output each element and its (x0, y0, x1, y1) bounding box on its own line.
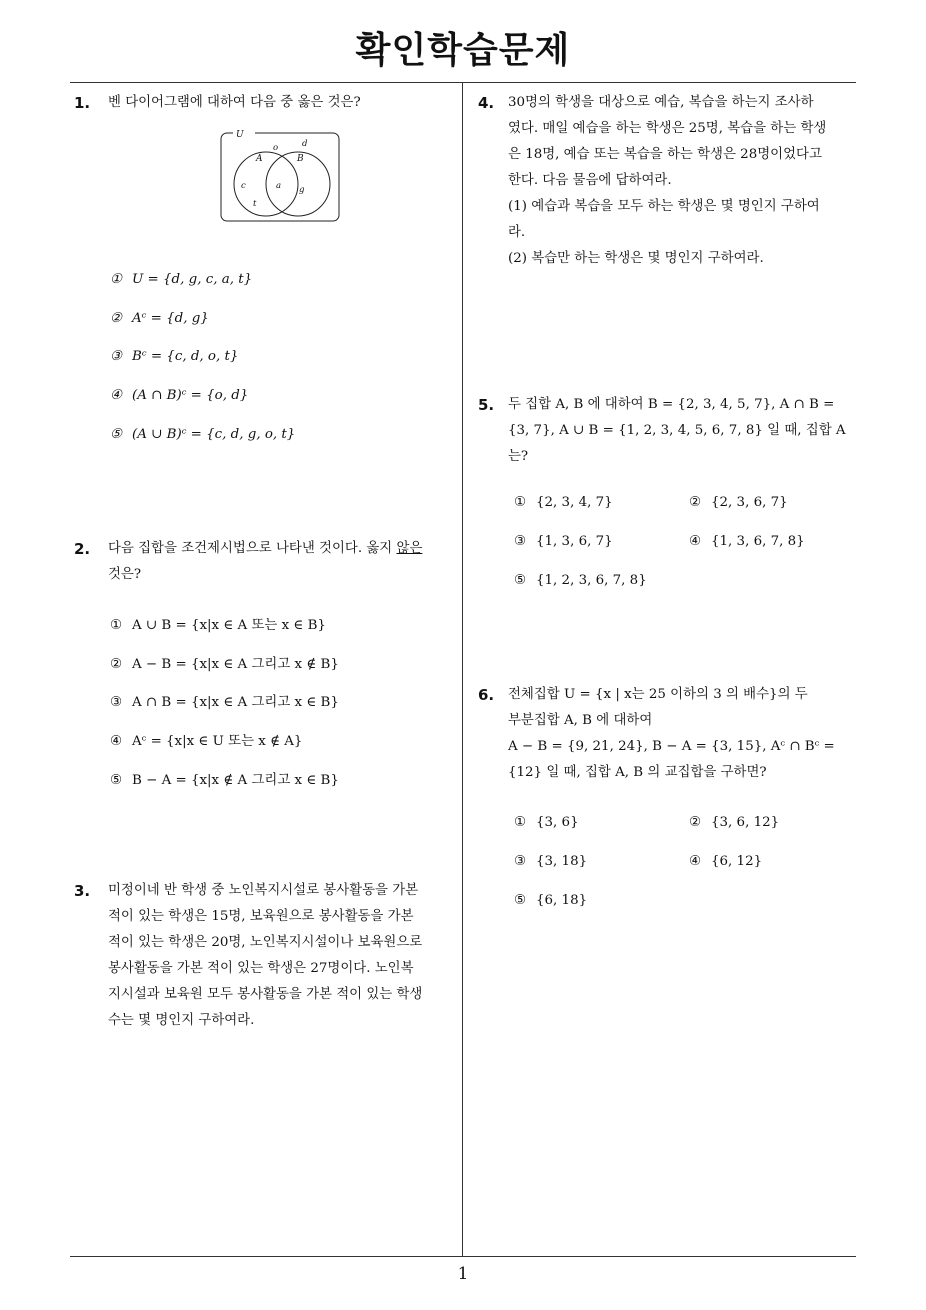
problem-text-segment: 다음 집합을 조건제시법으로 나타낸 것이다. 옳지 (108, 541, 397, 556)
problem-text-line: 벤 다이어그램에 대하여 다음 중 옳은 것은? (108, 95, 361, 110)
problem-number: 2. (74, 540, 91, 558)
choice-mark: ⑤ (514, 893, 527, 908)
choice-mark: ① (514, 495, 527, 510)
choice-6-5[interactable] (514, 893, 587, 908)
problem-number: 6. (478, 686, 495, 704)
venn-element: t (253, 199, 257, 209)
venn-element: o (273, 143, 279, 153)
choice-mark: ④ (110, 734, 123, 749)
choice-1-1[interactable] (110, 272, 252, 287)
problem-text-line: {3, 7}, A ∪ B = {1, 2, 3, 4, 5, 6, 7, 8} 일 때, 집합 A (508, 423, 846, 438)
choice-mark: ③ (514, 534, 527, 549)
problem-number: 5. (478, 396, 495, 414)
problem-text-line: (1) 예습과 복습을 모두 하는 학생은 몇 명인지 구하여 (508, 199, 820, 214)
choice-2-1[interactable] (110, 614, 326, 633)
choice-mark: ② (689, 815, 702, 830)
top-divider (70, 82, 856, 83)
choice-1-2[interactable] (110, 311, 209, 326)
choice-text: {3, 6} (536, 815, 579, 830)
choice-mark: ④ (689, 534, 702, 549)
choice-6-3[interactable] (514, 854, 587, 869)
choice-1-4[interactable] (110, 388, 248, 403)
problem-number: 4. (478, 94, 495, 112)
problem-text-line: 라. (508, 225, 526, 240)
choice-mark: ② (110, 311, 123, 326)
choice-6-2[interactable] (689, 815, 779, 830)
problem-text-line: 수는 몇 명인지 구하여라. (108, 1013, 255, 1028)
problem-text-line: 은 18명, 예습 또는 복습을 하는 학생은 28명이었다고 (508, 147, 822, 162)
choice-mark: ③ (514, 854, 527, 869)
choice-text: Aᶜ = {d, g} (132, 311, 209, 326)
choice-text: A − B = {x|x ∈ A 그리고 x ∉ B} (132, 657, 339, 672)
problem-text-line: 것은? (108, 567, 142, 582)
choice-text: {1, 3, 6, 7} (536, 534, 613, 549)
page-number: 1 (457, 1264, 469, 1284)
choice-5-4[interactable] (689, 534, 805, 549)
choice-5-2[interactable] (689, 495, 788, 510)
choice-text: (A ∩ B)ᶜ = {o, d} (132, 388, 249, 403)
venn-set-b-label: B (297, 154, 304, 164)
choice-text: {6, 18} (536, 893, 588, 908)
choice-text: {3, 18} (536, 854, 588, 869)
problem-5 (478, 392, 846, 470)
venn-universe-label: U (236, 130, 244, 140)
bottom-divider (70, 1256, 856, 1257)
choice-1-5[interactable] (110, 427, 295, 442)
choice-text: (A ∪ B)ᶜ = {c, d, g, o, t} (132, 427, 296, 442)
choice-6-4[interactable] (689, 854, 762, 869)
problem-text-line: 미정이네 반 학생 중 노인복지시설로 봉사활동을 가본 (108, 883, 419, 898)
choice-mark: ④ (689, 854, 702, 869)
page-title: 확인학습문제 (355, 30, 571, 71)
problem-text-line (108, 536, 422, 562)
choice-text: {2, 3, 6, 7} (711, 495, 788, 510)
choice-text: U = {d, g, c, a, t} (132, 272, 253, 287)
problem-text-line: 적이 있는 학생은 15명, 보육원으로 봉사활동을 가본 (108, 909, 414, 924)
choice-5-3[interactable] (514, 534, 613, 549)
choice-text: {1, 3, 6, 7, 8} (711, 534, 805, 549)
choice-text: {2, 3, 4, 7} (536, 495, 613, 510)
problem-2 (74, 536, 422, 588)
venn-element: c (241, 181, 246, 191)
problem-text-line: (2) 복습만 하는 학생은 몇 명인지 구하여라. (508, 251, 764, 266)
choice-2-5[interactable] (110, 769, 339, 788)
choice-text: Bᶜ = {c, d, o, t} (132, 349, 239, 364)
choice-mark: ③ (110, 349, 123, 364)
choice-6-1[interactable] (514, 815, 579, 830)
underlined-word: 않은 (396, 541, 423, 556)
choice-mark: ② (689, 495, 702, 510)
problem-text-line: 부분집합 A, B 에 대하여 (508, 713, 653, 728)
choice-text: B − A = {x|x ∉ A 그리고 x ∈ B} (132, 773, 339, 788)
choice-mark: ④ (110, 388, 123, 403)
choice-2-2[interactable] (110, 653, 339, 672)
venn-set-a-label: A (256, 154, 263, 164)
problem-text-line: A − B = {9, 21, 24}, B − A = {3, 15}, Aᶜ ∩ Bᶜ = (508, 739, 835, 754)
choice-2-3[interactable] (110, 691, 339, 710)
choice-mark: ① (110, 618, 123, 633)
problem-4 (478, 90, 826, 272)
problem-text-line: 30명의 학생을 대상으로 예습, 복습을 하는지 조사하 (508, 95, 814, 110)
problem-number: 3. (74, 882, 91, 900)
problem-3 (74, 878, 422, 1034)
problem-text-line: 봉사활동을 가본 적이 있는 학생은 27명이다. 노인복 (108, 961, 414, 976)
problem-1 (74, 90, 361, 116)
choice-mark: ② (110, 657, 123, 672)
problem-text-line: 두 집합 A, B 에 대하여 B = {2, 3, 4, 5, 7}, A ∩ B = (508, 397, 835, 412)
choice-mark: ③ (110, 695, 123, 710)
choice-text: A ∩ B = {x|x ∈ A 그리고 x ∈ B} (132, 695, 339, 710)
problem-text-line: 지시설과 보육원 모두 봉사활동을 가본 적이 있는 학생 (108, 987, 423, 1002)
choice-text: Aᶜ = {x|x ∈ U 또는 x ∉ A} (132, 734, 303, 749)
venn-element: d (302, 139, 308, 149)
choice-text: {6, 12} (711, 854, 763, 869)
problem-text-line: 전체집합 U = {x | x는 25 이하의 3 의 배수}의 두 (508, 687, 808, 702)
problem-6 (478, 682, 835, 786)
choice-1-3[interactable] (110, 349, 238, 364)
choice-mark: ① (110, 272, 123, 287)
problem-text-line: 한다. 다음 물음에 답하여라. (508, 173, 672, 188)
choice-2-4[interactable] (110, 730, 302, 749)
problem-text-line: 는? (508, 449, 529, 464)
problem-text-line: 였다. 매일 예습을 하는 학생은 25명, 복습을 하는 학생 (508, 121, 827, 136)
choice-text: {1, 2, 3, 6, 7, 8} (536, 573, 647, 588)
problem-text-line: 적이 있는 학생은 20명, 노인복지시설이나 보육원으로 (108, 935, 423, 950)
problem-number: 1. (74, 94, 91, 112)
choice-text: A ∪ B = {x|x ∈ A 또는 x ∈ B} (132, 618, 326, 633)
choice-text: {3, 6, 12} (711, 815, 780, 830)
choice-mark: ⑤ (514, 573, 527, 588)
choice-mark: ⑤ (110, 773, 123, 788)
venn-element: a (276, 181, 282, 191)
choice-5-5[interactable] (514, 573, 647, 588)
venn-element: g (299, 185, 305, 195)
choice-mark: ① (514, 815, 527, 830)
choice-mark: ⑤ (110, 427, 123, 442)
venn-diagram (220, 130, 340, 222)
problem-text-line: {12} 일 때, 집합 A, B 의 교집합을 구하면? (508, 765, 767, 780)
choice-5-1[interactable] (514, 495, 613, 510)
column-divider (462, 82, 463, 1256)
